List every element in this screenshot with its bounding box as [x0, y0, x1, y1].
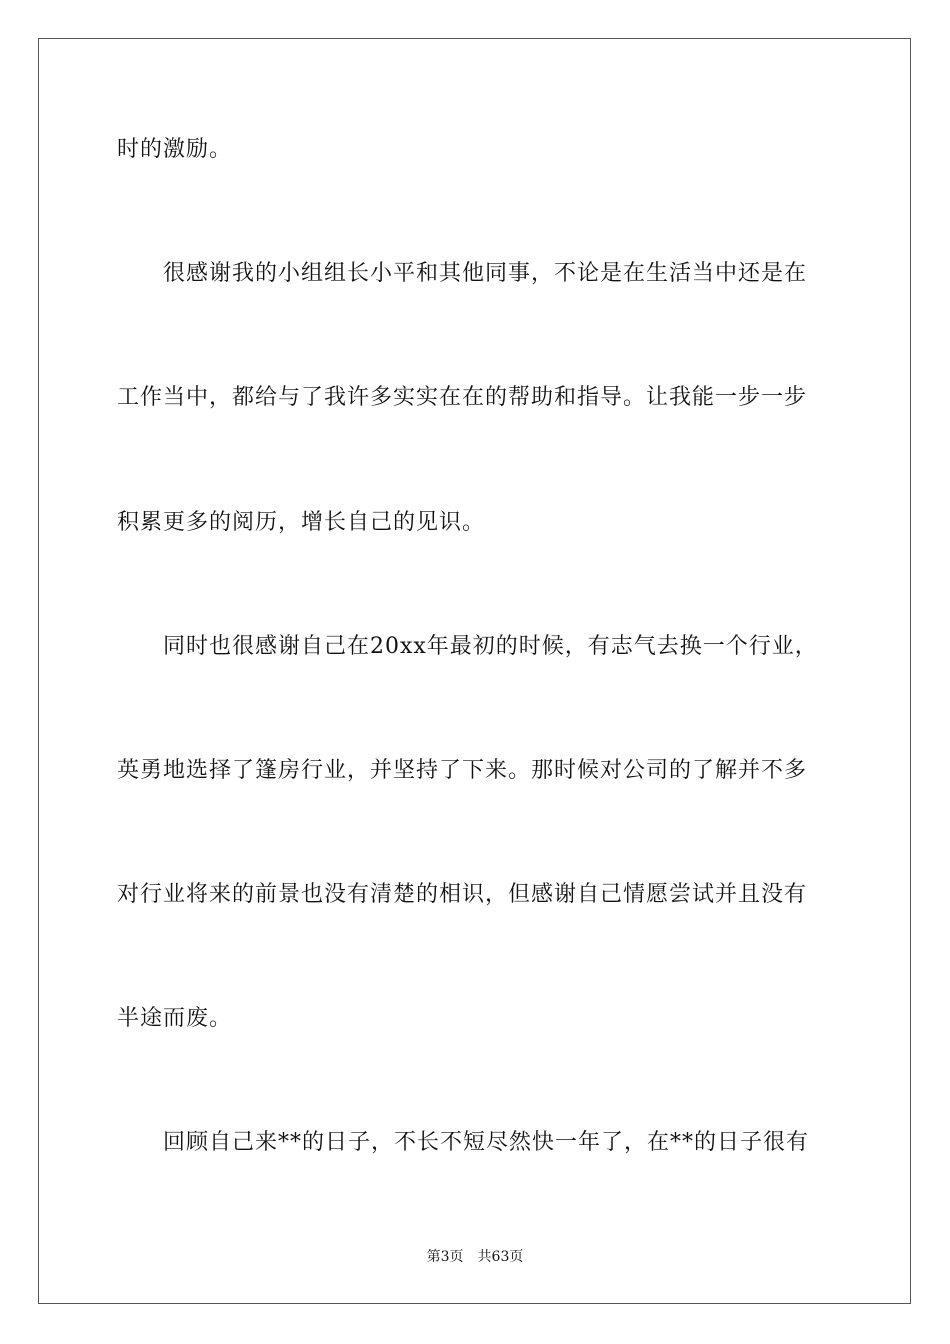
- text-line: 回顾自己来**的日子，不长不短尽然快一年了，在**的日子很有: [163, 1130, 810, 1155]
- page-number: 第3页: [426, 1249, 464, 1265]
- page-frame: [38, 38, 911, 1304]
- text-line: 英勇地选择了篷房行业，并坚持了下来。那时候对公司的了解并不多: [117, 758, 808, 783]
- text-line: 积累更多的阅历，增长自己的见识。: [117, 510, 486, 535]
- page-total: 共63页: [477, 1249, 524, 1265]
- text-line: 工作当中，都给与了我许多实实在在的帮助和指导。让我能一步一步: [117, 385, 808, 410]
- text-line: 对行业将来的前景也没有清楚的相识，但感谢自己情愿尝试并且没有: [117, 882, 808, 907]
- text-line: 同时也很感谢自己在20xx年最初的时候，有志气去换一个行业，: [163, 634, 818, 659]
- text-line: 时的激励。: [117, 137, 233, 162]
- text-line: 半途而废。: [117, 1006, 233, 1031]
- text-line: 很感谢我的小组组长小平和其他同事，不论是在生活当中还是在: [163, 261, 808, 286]
- page-footer: [0, 1247, 950, 1267]
